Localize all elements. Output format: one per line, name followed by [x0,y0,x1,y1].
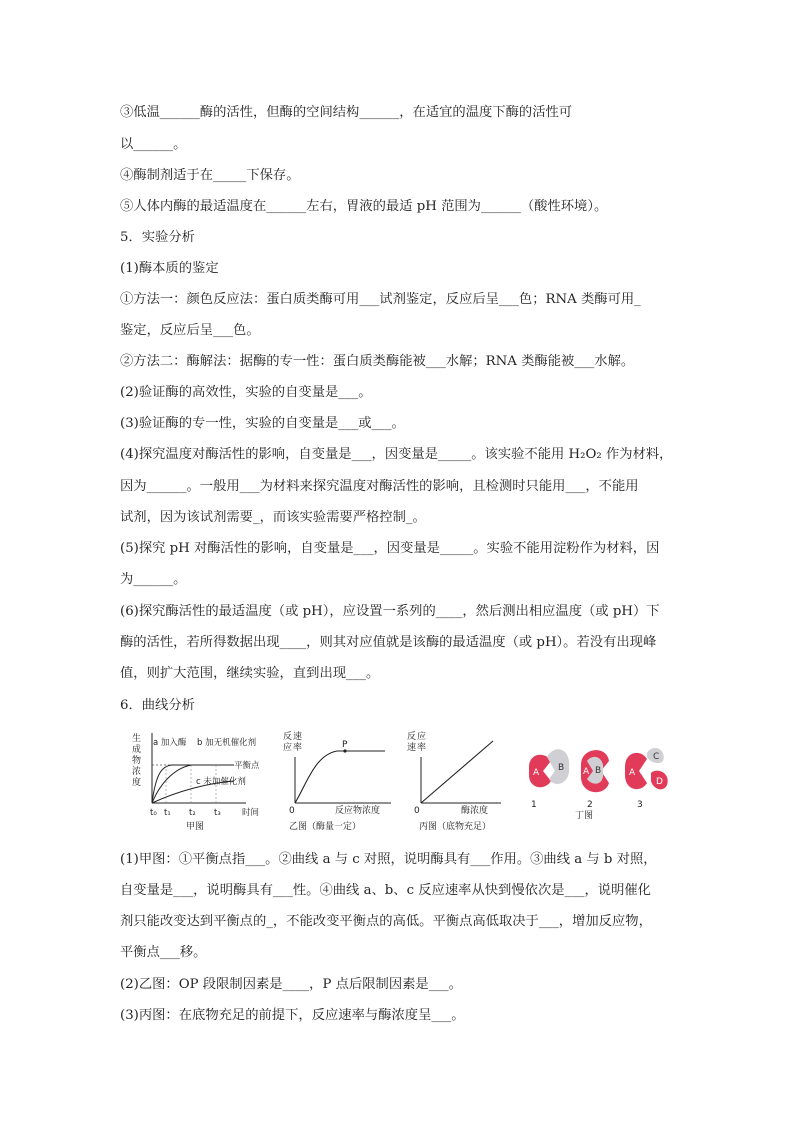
jia-ylabel-char: 成 [132,745,142,755]
ding-panel-2 [581,750,609,810]
ding-letter: A [629,768,636,778]
text-line: 酶的活性，若所得数据出现____，则其对应值就是该酶的最适温度（或 pH）。若没有出现峰 [120,635,657,650]
bing-ylabel-char: 率 [417,743,427,753]
jia-ylabel-char: 度 [132,778,142,788]
text-line: ④酶制剂适于在_____下保存。 [120,168,300,183]
text-line: (5)探究 pH 对酶活性的影响，自变量是___，因变量是_____。实验不能用淀粉作为材料，因 [120,541,660,556]
jia-tick: t₂ [189,808,196,818]
yi-point-label: P [342,740,348,750]
ding-letter: C [653,752,660,762]
figure-yi [281,727,395,837]
figure-jia [128,727,276,837]
ding-letter: D [656,777,663,787]
ding-caption: 丁图 [575,811,594,821]
jia-tick: t₁ [164,808,171,818]
text-line: (3)丙图：在底物充足的前提下，反应速率与酶浓度呈___。 [120,1008,465,1023]
yi-caption: 乙图（酶量一定） [289,822,362,832]
yi-origin: 0 [289,806,295,816]
text-line: 鉴定，反应后呈___色。 [120,323,260,338]
jia-curve-c-label: c 未加催化剂 [196,777,246,787]
ding-panel-label: 1 [531,800,537,810]
bing-ylabel-char: 速 [407,743,417,753]
bing-caption: 丙图（底物充足） [419,822,492,832]
text-line: 以______。 [120,137,187,152]
bing-ylabel-char: 反 [407,732,417,742]
yi-ylabel-char: 反 [283,732,293,742]
ding-letter: A [583,767,590,777]
yi-ylabel-char: 速 [293,732,303,742]
bing-origin: 0 [414,806,420,816]
text-line: ②方法二：酶解法：据酶的专一性：蛋白质类酶能被___水解；RNA 类酶能被___水解。 [120,354,635,369]
jia-caption: 甲图 [186,822,205,832]
jia-balance-label: 平衡点 [234,761,260,771]
text-line: (1)酶本质的鉴定 [120,261,219,276]
text-line: (1)甲图：①平衡点指___。②曲线 a 与 c 对照，说明酶具有___作用。③曲线 a 与 b 对照， [120,852,657,867]
text-line: 平衡点___移。 [120,945,207,960]
text-line: 因为______。一般用___为材料来探究温度对酶活性的影响，且检测时只能用___，不能用 [120,479,639,494]
text-line: 自变量是___，说明酶具有___性。④曲线 a、b、c 反应速率从快到慢依次是___，说明催化 [120,883,651,898]
text-line: (2)验证酶的高效性，实验的自变量是___。 [120,385,372,400]
bing-line [421,741,493,803]
jia-tick: t₃ [214,808,221,818]
jia-ylabel-char: 生 [132,734,142,744]
ding-panel-label: 3 [637,800,643,810]
bing-xlabel: 酶浓度 [461,806,489,816]
jia-curve-a-label: a 加入酶 [153,738,187,748]
text-line: 试剂，因为该试剂需要_，而该实验需要严格控制_。 [120,510,426,525]
text-line: ①方法一：颜色反应法：蛋白质类酶可用___试剂鉴定，反应后呈___色；RNA 类酶可用_ [120,292,641,307]
jia-ylabel-char: 浓 [132,767,142,777]
jia-curve-b-label: b 加无机催化剂 [197,738,257,748]
text-line: 剂只能改变达到平衡点的_，不能改变平衡点的高低。平衡点高低取决于___，增加反应物， [120,914,652,929]
text-line: ⑤人体内酶的最适温度在______左右，胃液的最适 pH 范围为______（酸性环境）。 [120,199,608,214]
figure-ding [507,727,679,837]
ding-letter: B [595,766,602,776]
yi-curve [295,751,385,803]
ding-panel-3 [625,748,668,810]
ding-panel-label: 2 [587,800,593,810]
text-line: (6)探究酶活性的最适温度（或 pH），应设置一系列的____，然后测出相应温度（或 pH）下 [120,604,660,619]
text-line: 为______。 [120,572,187,587]
yi-ylabel-char: 率 [293,743,303,753]
text-line: (3)验证酶的专一性，实验的自变量是___或___。 [120,416,405,431]
yi-ylabel-char: 应 [283,743,293,753]
section-heading: 5．实验分析 [120,230,195,245]
section-heading: 6．曲线分析 [120,698,195,713]
text-line: (4)探究温度对酶活性的影响，自变量是___，因变量是_____。该实验不能用 H₂O₂ 作为材料， [120,447,673,462]
ding-letter: A [533,768,540,778]
jia-ylabel-char: 物 [132,756,142,766]
ding-letter: B [558,763,565,773]
text-line: (2)乙图：OP 段限制因素是____，P 点后限制因素是___。 [120,977,462,992]
jia-tick: t₀ [150,808,157,818]
jia-xlabel: 时间 [242,808,260,818]
ding-panel-1 [529,749,569,810]
bing-ylabel-char: 应 [417,732,427,742]
text-line: 值，则扩大范围，继续实验，直到出现___。 [120,666,380,681]
text-line: ③低温______酶的活性，但酶的空间结构______，在适宜的温度下酶的活性可 [120,105,573,120]
figure-bing [405,727,505,837]
yi-xlabel: 反应物浓度 [335,806,381,816]
